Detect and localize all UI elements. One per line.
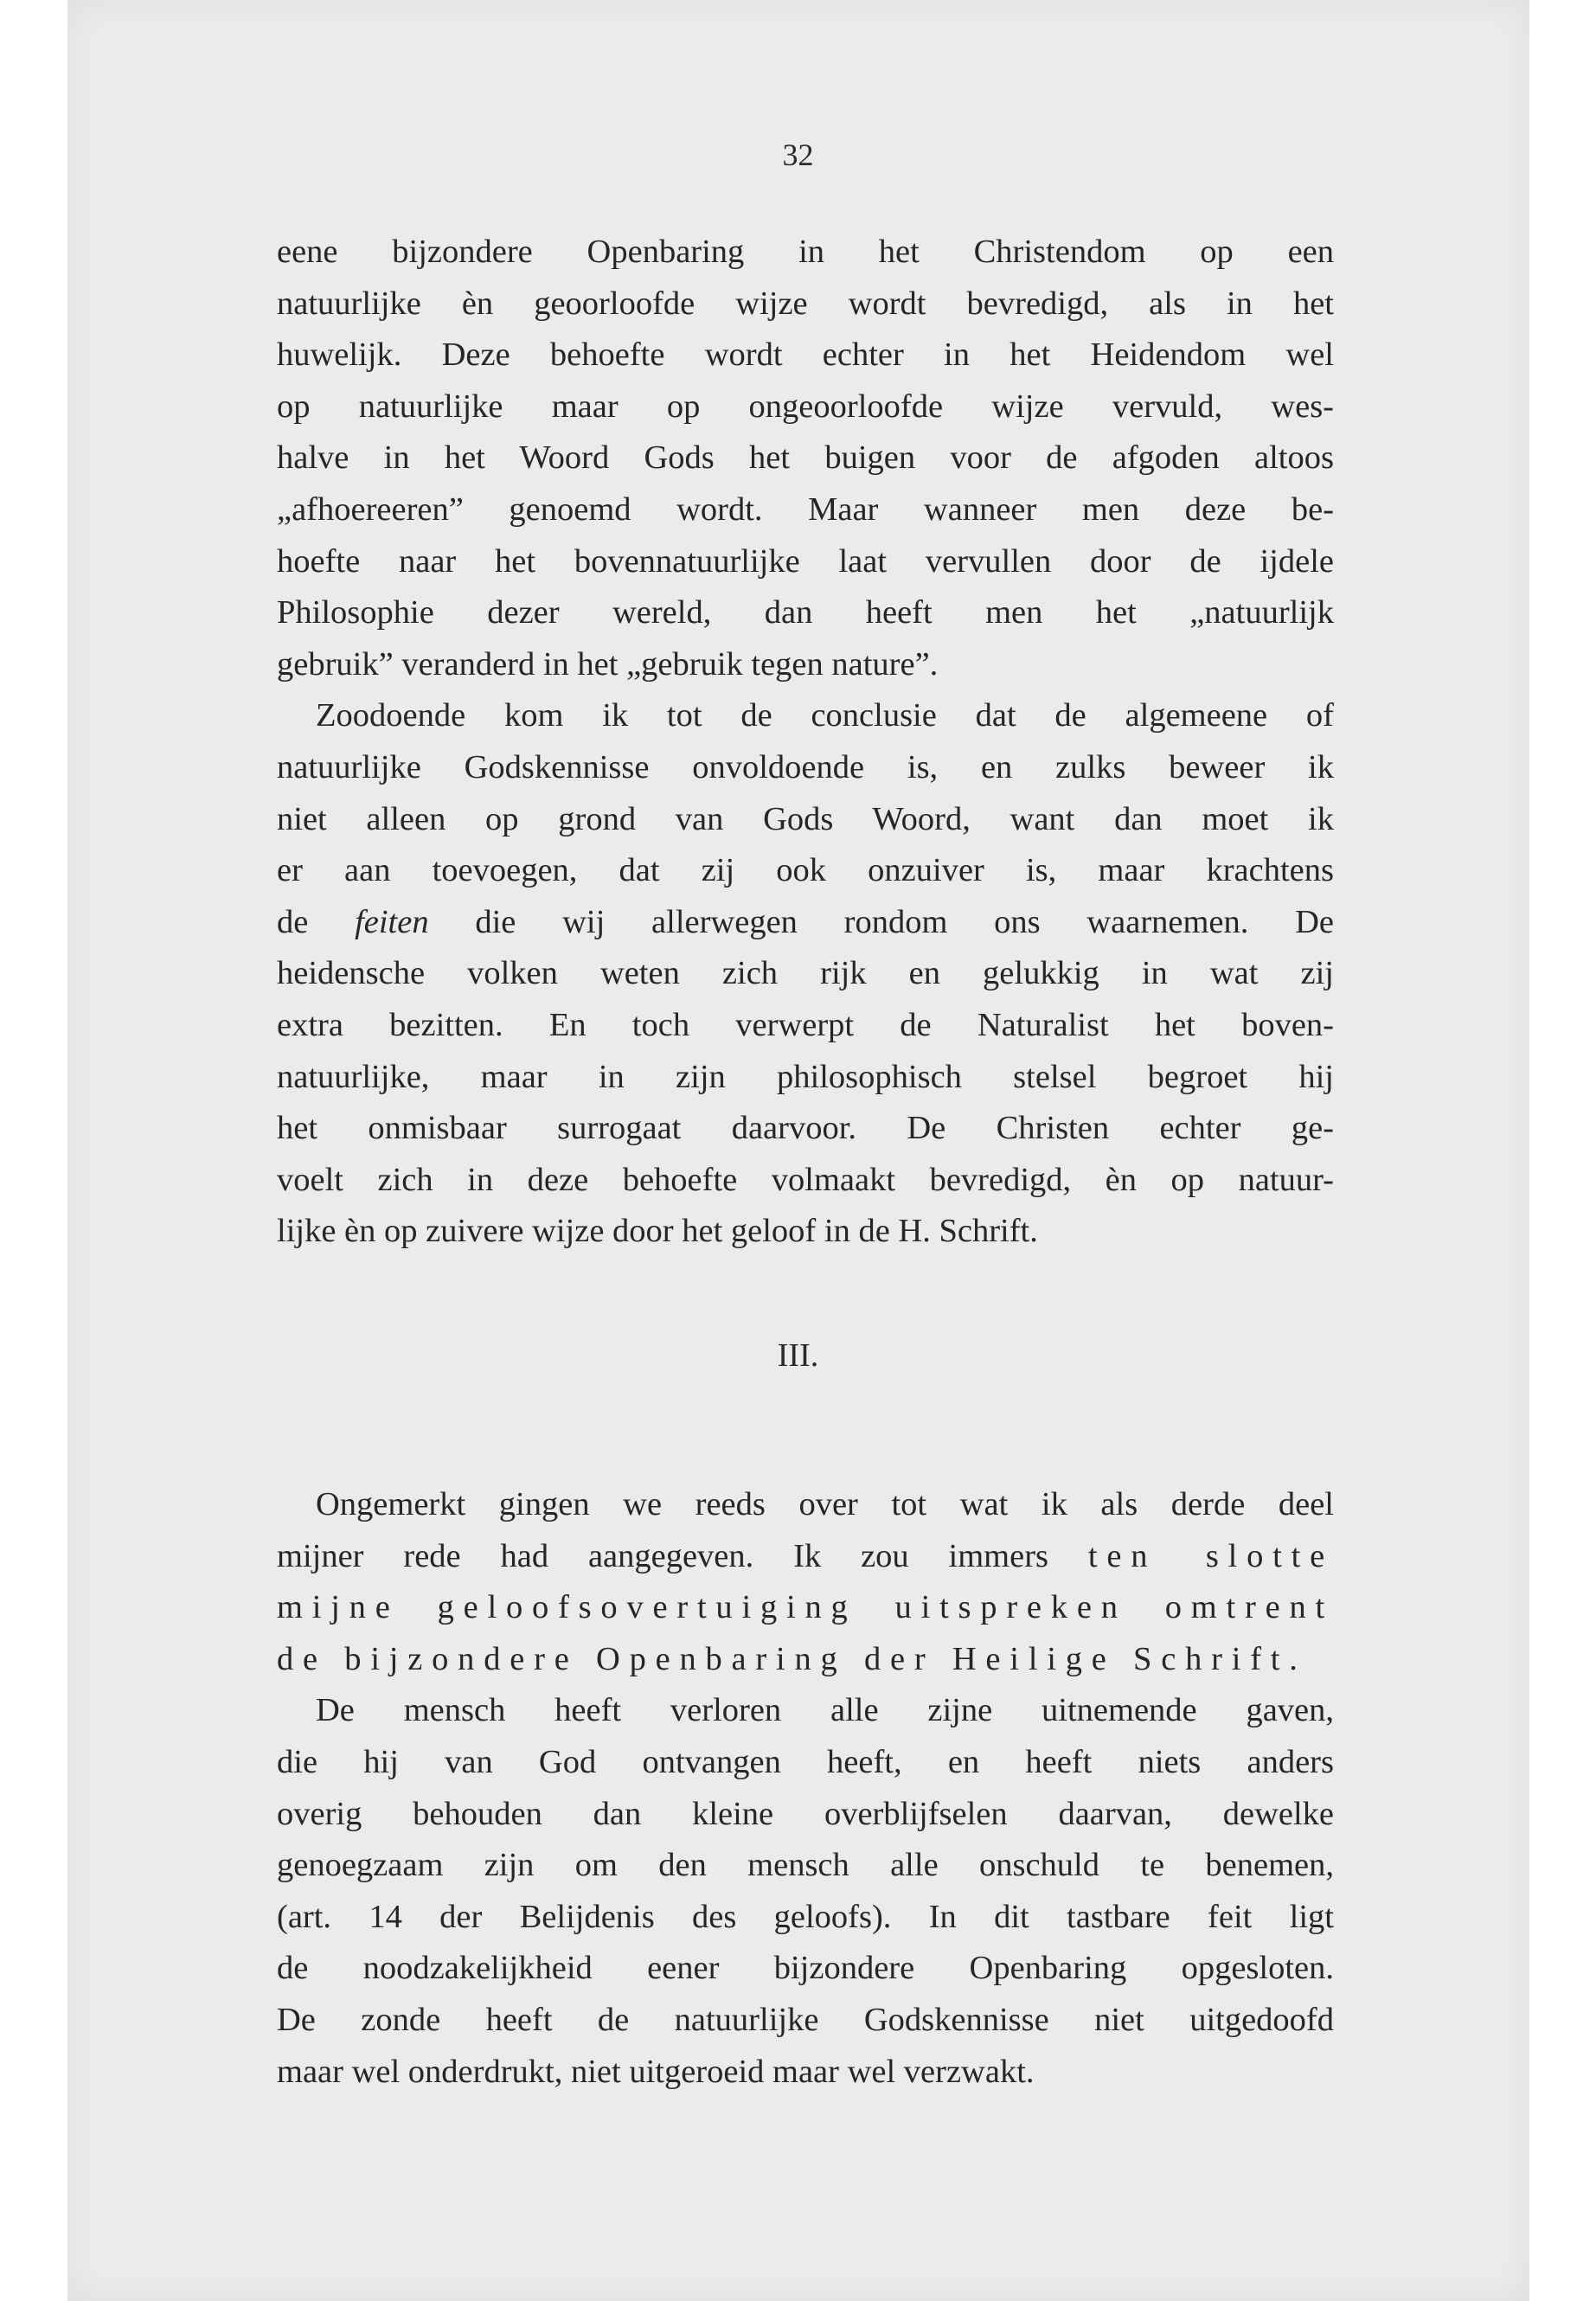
text-line: natuurlijke, maar in zijn philosophisch stelsel begroet hij [277,1058,1334,1095]
text-line: natuurlijke èn geoorloofde wijze wordt bevredigd, als in het [277,285,1334,322]
text-line: (art. 14 der Belijdenis des geloofs). In dit tastbare feit ligt [277,1898,1334,1935]
text-fragment: die wij allerwegen rondom ons waarnemen. De [475,903,1335,940]
text-line: maar wel onderdrukt, niet uitgeroeid maar wel verzwakt. [277,2053,1035,2090]
text-line: natuurlijke Godskennisse onvoldoende is, en zulks beweer ik [277,748,1334,785]
text-line: heidensche volken weten zich rijk en gelukkig in wat zij [277,955,1334,992]
text-fragment: mijner rede had aangegeven. Ik zou immers [277,1537,1049,1574]
text-line: „afhoereeren” genoemd wordt. Maar wanneer men deze be- [277,490,1334,528]
text-line: halve in het Woord Gods het buigen voor de afgoden altoos [277,439,1334,477]
text-line: De mensch heeft verloren alle zijne uitnemende gaven, [316,1692,1334,1729]
text-line: Zoodoende kom ik tot de conclusie dat de algemeene of [316,697,1334,734]
text-line: De zonde heeft de natuurlijke Godskennisse niet uitgedoofd [277,2001,1334,2038]
text-line: voelt zich in deze behoefte volmaakt bevredigd, èn op natuur- [277,1161,1334,1198]
text-line [277,897,1334,949]
text-line: niet alleen op grond van Gods Woord, want dan moet ik [277,800,1334,837]
paragraph-block-1 [277,227,1334,1258]
text-line-spaced: mijne geloofsovertuiging uitspreken omtrent [277,1589,1334,1626]
text-line: overig behouden dan kleine overblijfselen daarvan, dewelke [277,1795,1334,1832]
text-line: huwelijk. Deze behoefte wordt echter in het Heidendom wel [277,336,1334,374]
text-line: eene bijzondere Openbaring in het Christendom op een [277,234,1334,270]
text-line: de noodzakelijkheid eener bijzondere Openbaring opgesloten. [277,1950,1334,1987]
text-line: extra bezitten. En toch verwerpt de Naturalist het boven- [277,1006,1334,1043]
spaced-emphasis: ten slotte [1087,1537,1335,1574]
text-line: die hij van God ontvangen heeft, en heeft niets anders [277,1743,1334,1780]
text-line: op natuurlijke maar op ongeoorloofde wijze vervuld, wes- [277,388,1334,425]
text-line-spaced: de bijzondere Openbaring der Heilige Schrift. [277,1640,1307,1677]
text-line: genoegzaam zijn om den mensch alle onschuld te benemen, [277,1847,1334,1884]
text-line [277,1531,1334,1583]
section-heading: III. [777,1337,819,1374]
text-line: het onmisbaar surrogaat daarvoor. De Christen echter ge- [277,1110,1334,1147]
text-line: Ongemerkt gingen we reeds over tot wat ik als derde deel [316,1486,1334,1522]
text-line: lijke èn op zuivere wijze door het geloof in de H. Schrift. [277,1213,1038,1250]
text-fragment: de [277,903,309,940]
text-line: er aan toevoegen, dat zij ook onzuiver is, maar krachtens [277,852,1334,889]
page-number: 32 [782,138,814,172]
text-line: hoefte naar het bovennatuurlijke laat vervullen door de ijdele [277,542,1334,580]
text-line: gebruik” veranderd in het „gebruik tegen nature”. [277,645,939,683]
paragraph-block-2 [277,1479,1334,2098]
italic-word: feiten [355,903,429,940]
text-line: Philosophie dezer wereld, dan heeft men het „natuurlijk [277,594,1334,631]
